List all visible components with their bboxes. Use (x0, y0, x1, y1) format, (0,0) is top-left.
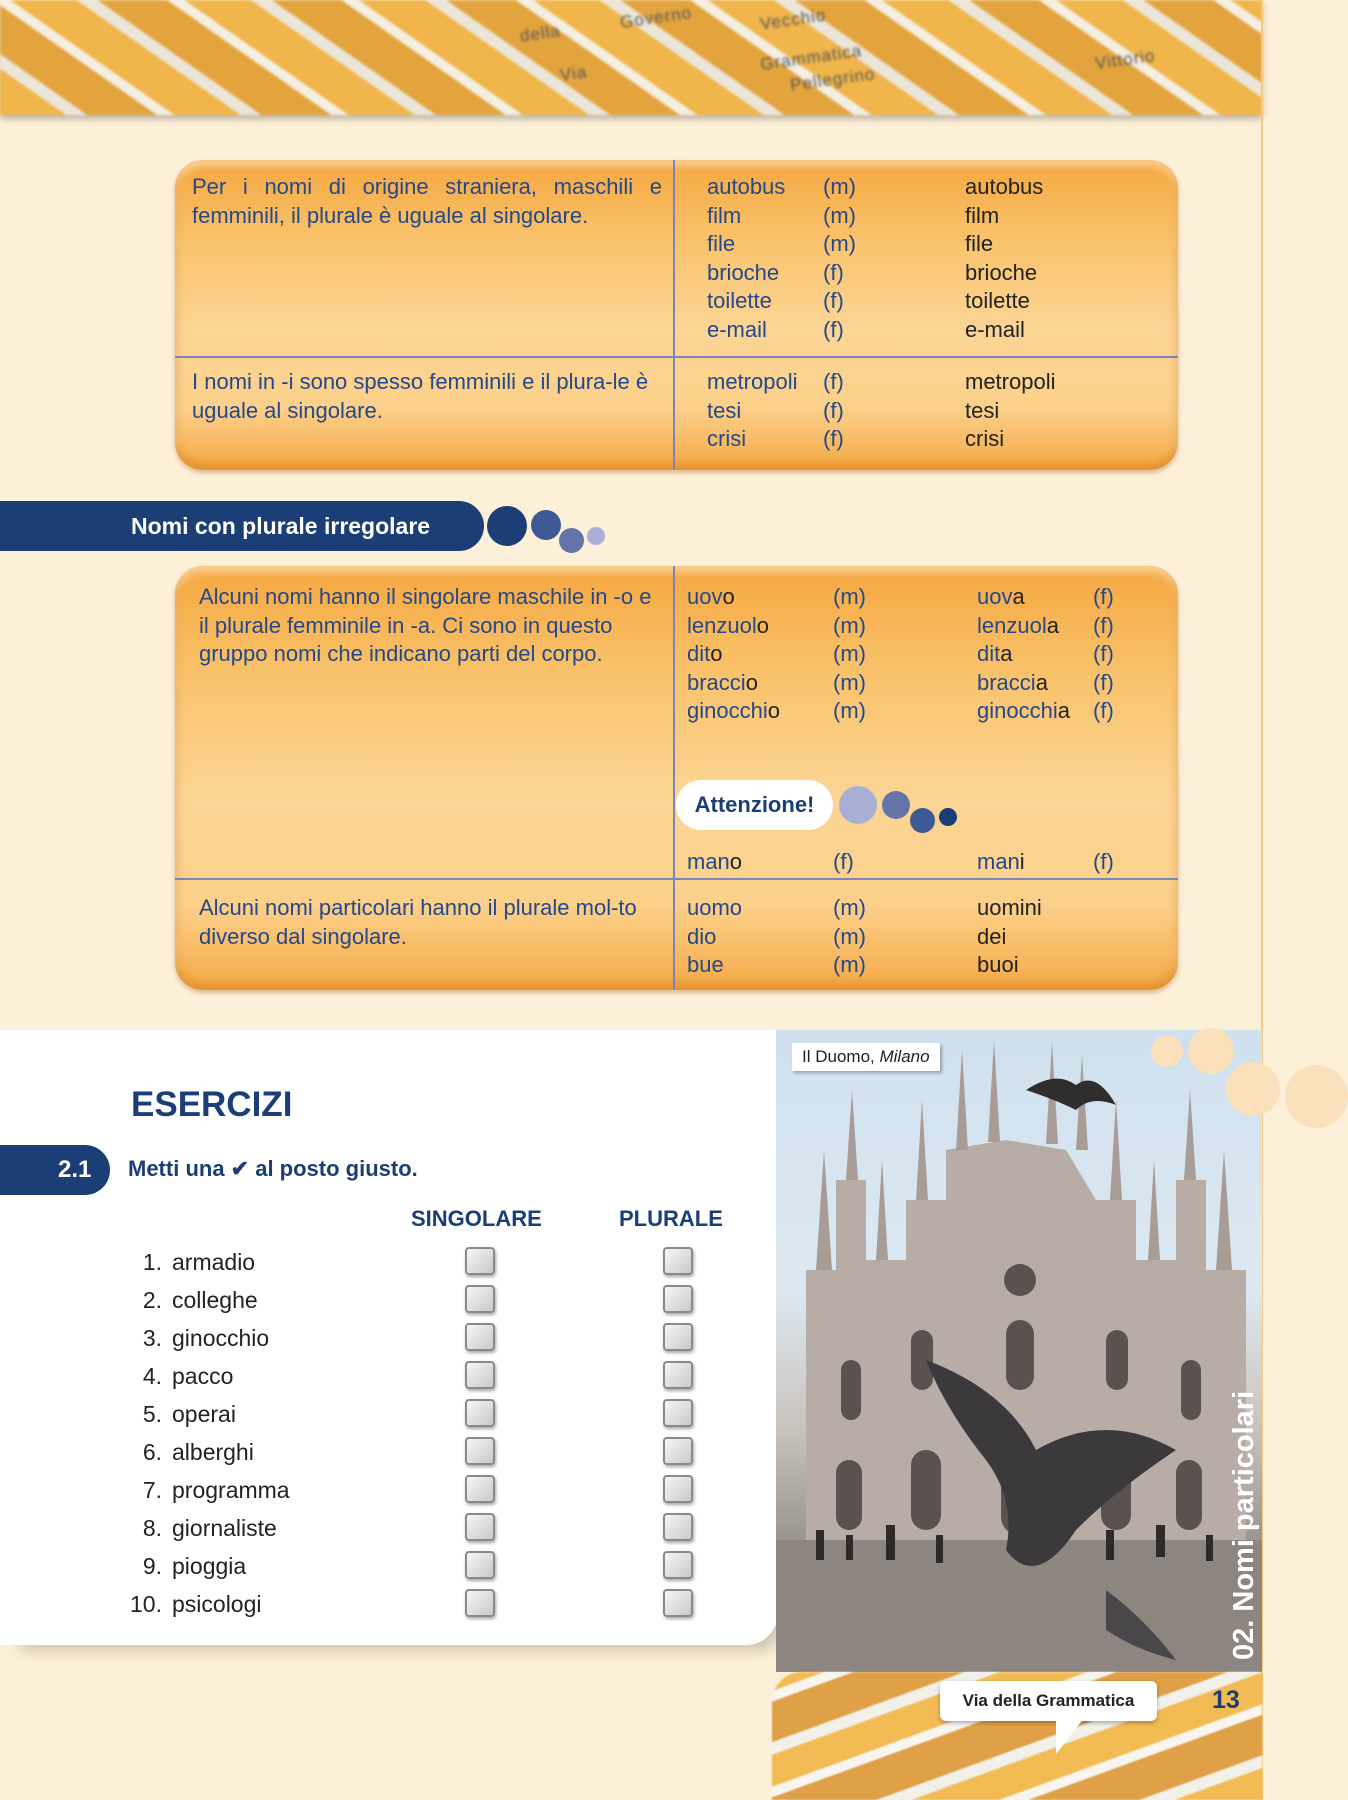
noun: crisi (707, 426, 747, 451)
gender: (f) (823, 369, 844, 394)
noun: dito (687, 641, 723, 666)
singular-checkbox[interactable] (465, 1551, 495, 1579)
decor-dot (882, 791, 910, 819)
item-word: giornaliste (172, 1515, 277, 1541)
singular-column (687, 583, 780, 726)
column-divider (673, 160, 675, 470)
decor-circle (1285, 1065, 1348, 1128)
plural-checkbox[interactable] (663, 1361, 693, 1389)
map-street-label: Governo (618, 3, 694, 32)
exercises-title: ESERCIZI (131, 1085, 293, 1124)
gender-column (823, 368, 844, 454)
gender-column: (f) (f) (f) (f) (f) (1093, 584, 1114, 723)
noun: e-mail (965, 316, 1025, 342)
plural-checkbox[interactable] (663, 1323, 693, 1351)
exercise-row (120, 1433, 740, 1471)
gender: (f) (823, 316, 844, 342)
item-number: 5. (142, 1401, 162, 1427)
exercise-row (120, 1281, 740, 1319)
noun: metropoli (707, 369, 798, 394)
plural-checkbox[interactable] (663, 1437, 693, 1465)
gender-column: (m) (m) (m) (m) (m) (833, 584, 866, 723)
noun: file (965, 231, 994, 256)
map-street-label: Vecchio (758, 5, 828, 34)
gender: (f) (1093, 849, 1114, 874)
noun: toilette (965, 288, 1030, 313)
item-number: 8. (142, 1515, 162, 1541)
top-map-banner (0, 0, 1262, 115)
photo-caption: Il Duomo, Milano (792, 1043, 940, 1071)
plural-checkbox[interactable] (663, 1285, 693, 1313)
singular-checkbox[interactable] (465, 1247, 495, 1275)
plural-column-header: PLURALE (619, 1206, 723, 1231)
exercise-row (120, 1547, 740, 1585)
item-number: 1. (142, 1249, 162, 1275)
noun: brioche (707, 259, 780, 285)
gender: (m) (823, 202, 856, 228)
singular-checkbox[interactable] (465, 1513, 495, 1541)
singular-checkbox[interactable] (465, 1285, 495, 1313)
item-number: 7. (142, 1477, 162, 1503)
noun: e-mail (707, 316, 767, 342)
noun: mani (977, 849, 1025, 874)
decor-dot (487, 506, 527, 546)
noun: mano (687, 849, 743, 874)
attention-label: Attenzione! (676, 780, 833, 830)
singular-checkbox[interactable] (465, 1361, 495, 1389)
noun: braccia (977, 669, 1048, 695)
plural-column (977, 583, 1070, 726)
decor-circle (1226, 1062, 1280, 1116)
noun: tesi (965, 397, 1000, 423)
noun: film (965, 202, 1000, 228)
exercise-row (120, 1395, 740, 1433)
decor-dot (587, 527, 605, 545)
decor-circle (1188, 1028, 1234, 1074)
noun: lenzuola (977, 612, 1059, 638)
singular-checkbox[interactable] (465, 1475, 495, 1503)
map-street-label: Grammatica (759, 40, 864, 75)
book-title-tag: Via della Grammatica (940, 1681, 1157, 1721)
singular-column-header: SINGOLARE (411, 1206, 542, 1231)
noun: tesi (707, 397, 742, 423)
noun: uova (977, 584, 1025, 609)
exercise-row (120, 1509, 740, 1547)
singular-checkbox[interactable] (465, 1399, 495, 1427)
plural-column (965, 368, 1055, 454)
row-divider (175, 878, 1178, 880)
exercise-row (120, 1585, 740, 1623)
gender: (f) (823, 426, 844, 451)
noun: crisi (965, 426, 1005, 451)
item-word: armadio (172, 1249, 256, 1275)
chapter-side-title: 02. Nomi particolari (1228, 1390, 1260, 1660)
map-street-label: Vittorio (1093, 45, 1157, 74)
decor-dot (559, 528, 584, 553)
noun: ginocchio (687, 698, 780, 723)
singular-checkbox[interactable] (465, 1323, 495, 1351)
column-divider (673, 566, 675, 990)
noun: lenzuolo (687, 612, 769, 638)
plural-checkbox[interactable] (663, 1551, 693, 1579)
exercise-row (120, 1319, 740, 1357)
gender-column: (m) (m) (m) (833, 895, 866, 977)
noun: film (707, 202, 742, 228)
item-number: 6. (142, 1439, 162, 1465)
noun: metropoli (965, 369, 1056, 394)
singular-column: uomo dio bue (687, 895, 743, 977)
gender: (m) (823, 174, 856, 199)
item-number: 10. (130, 1591, 162, 1617)
plural-column: uomini dei buoi (977, 895, 1042, 977)
item-word: pacco (172, 1363, 234, 1389)
plural-checkbox[interactable] (663, 1247, 693, 1275)
decor-dot (939, 808, 957, 826)
plural-checkbox[interactable] (663, 1475, 693, 1503)
item-word: psicologi (172, 1591, 262, 1617)
plural-checkbox[interactable] (663, 1513, 693, 1541)
map-street-label: Pellegrino (789, 64, 877, 95)
map-street-label: Via (558, 62, 589, 85)
noun: autobus (965, 174, 1044, 199)
gender: (f) (823, 397, 844, 423)
rule-text: Per i nomi di origine straniera, maschili e femminili, il plurale è uguale al singolare. (192, 174, 662, 228)
noun: uovo (687, 584, 735, 609)
plural-column (965, 173, 1043, 344)
singular-checkbox[interactable] (465, 1437, 495, 1465)
plural-checkbox[interactable] (663, 1399, 693, 1427)
rule-text: Alcuni nomi particolari hanno il plurale mol-to diverso dal singolare. (199, 895, 637, 949)
gender: (f) (823, 259, 844, 285)
item-word: operai (172, 1401, 236, 1427)
grammar-box-foreign-nouns (175, 160, 1178, 470)
exercise-row (120, 1471, 740, 1509)
exercise-row (120, 1357, 740, 1395)
decor-dot (839, 786, 877, 824)
map-street-label: della (518, 21, 562, 46)
noun: braccio (687, 669, 758, 695)
noun: brioche (965, 259, 1038, 285)
tag-pointer (1048, 1718, 1088, 1758)
noun: dita (977, 641, 1013, 666)
noun: file (707, 231, 736, 256)
exercise-instruction: Metti una ✔ al posto giusto. (128, 1156, 418, 1181)
decor-circle (1151, 1035, 1183, 1067)
plural-checkbox[interactable] (663, 1589, 693, 1617)
item-word: colleghe (172, 1287, 258, 1313)
item-word: pioggia (172, 1553, 247, 1579)
grammar-box-irregular-plurals (175, 566, 1178, 990)
exercise-row (120, 1243, 740, 1281)
exercise-number: 2.1 (0, 1145, 110, 1195)
gender: (m) (823, 231, 856, 256)
item-number: 2. (142, 1287, 162, 1313)
rule-text: I nomi in -i sono spesso femminili e il plura-le è uguale al singolare. (192, 369, 649, 423)
singular-column (707, 368, 797, 454)
item-number: 3. (142, 1325, 162, 1351)
noun: ginocchia (977, 698, 1070, 723)
item-word: ginocchio (172, 1325, 270, 1351)
item-number: 4. (142, 1363, 162, 1389)
cathedral-illustration (776, 1030, 1262, 1672)
row-divider (175, 356, 1178, 358)
rule-text: Alcuni nomi hanno il singolare maschile in -o e il plurale femminile in -a. Ci sono in questo gruppo nomi che indicano parti del corpo. (199, 584, 652, 666)
gender-column (823, 173, 856, 344)
noun: toilette (707, 288, 772, 313)
singular-checkbox[interactable] (465, 1589, 495, 1617)
item-word: programma (172, 1477, 290, 1503)
page-number: 13 (1212, 1686, 1240, 1714)
decor-dot (531, 510, 561, 540)
noun: autobus (707, 174, 786, 199)
duomo-photo (776, 1030, 1262, 1672)
gender: (f) (823, 288, 844, 313)
gender: (f) (833, 849, 854, 874)
item-number: 9. (142, 1553, 162, 1579)
item-word: alberghi (172, 1439, 254, 1465)
singular-column (707, 173, 785, 344)
section-title: Nomi con plurale irregolare (0, 501, 484, 551)
decor-dot (910, 808, 935, 833)
